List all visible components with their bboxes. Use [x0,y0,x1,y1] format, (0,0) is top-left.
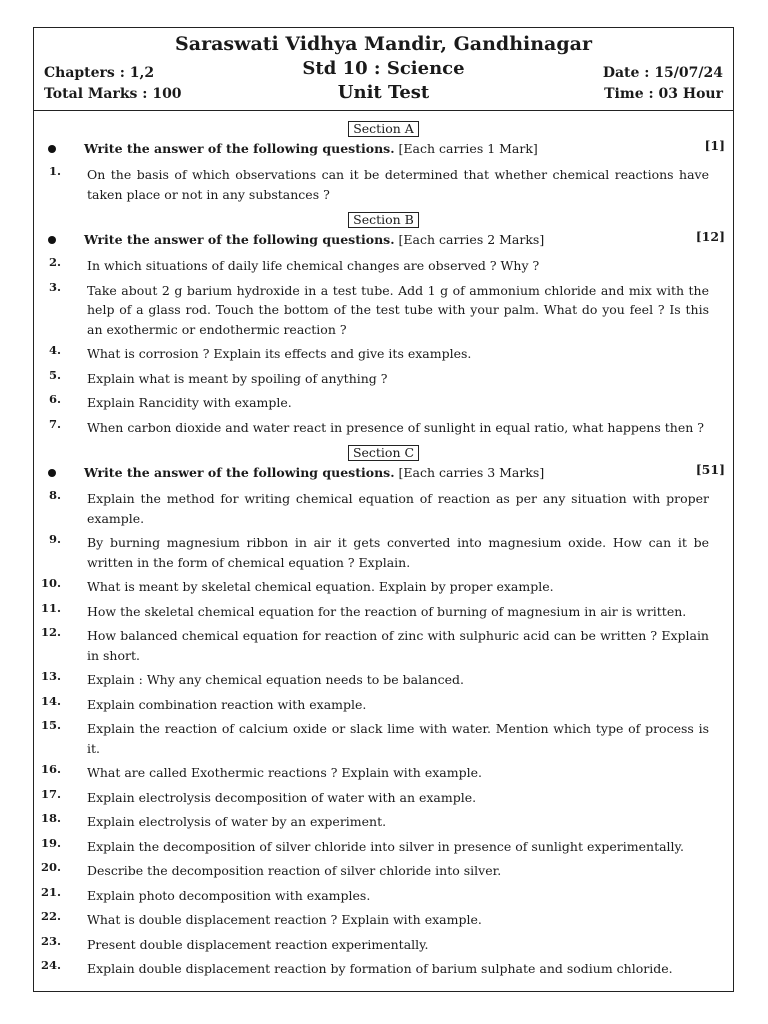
question-text: What are called Exothermic reactions ? Explain with example. [87,765,482,780]
question-number: 12. [40,625,61,639]
question-text: Take about 2 g barium hydroxide in a test tube. Add 1 g of ammonium chloride and mix with the help of a glass rod. Touch the bottom of the test tube with your palm. What do you feel ? Is this an exothermic or endothermic reaction ? [87,282,709,337]
question-text: Describe the decomposition reaction of silver chloride into silver. [87,863,502,878]
section-instruction [34,229,733,252]
question-text: Explain double displacement reaction by formation of barium sulphate and sodium chloride. [87,961,673,976]
section-title [34,209,733,225]
section-title-label: Section B [348,212,419,228]
question-text: Explain photo decomposition with examples. [87,887,371,903]
instruction-main: Write the answer of the following questions. [84,141,395,156]
instruction-marks-note: [Each carries 1 Mark] [394,141,538,156]
question-item [34,910,733,930]
question-item [34,418,733,438]
section-title-label: Section A [348,121,419,137]
test-name: Unit Test [337,82,430,103]
question-number: 15. [40,718,61,732]
chapters-info: Chapters : 1,2 [44,65,155,81]
question-text: Explain what is meant by spoiling of anything ? [87,370,388,386]
instruction-main: Write the answer of the following questions. [84,232,395,247]
instruction-text [84,232,544,248]
question-number: 10. [40,576,61,590]
question-number: 6. [48,392,61,406]
question-text: What is corrosion ? Explain its effects and give its examples. [87,346,472,361]
instruction-text [84,141,538,157]
section-marks: [1] [704,138,725,153]
question-text: When carbon dioxide and water react in presence of sunlight in equal ratio, what happens then ? [87,419,704,435]
time-info: Time : 03 Hour [604,86,723,102]
section-title [34,118,733,134]
question-text: By burning magnesium ribbon in air it gets converted into magnesium oxide. How can it be written in the form of chemical equation ? Explain. [87,535,709,570]
question-text: Explain electrolysis decomposition of water with an example. [87,789,477,805]
question-text: Explain electrolysis of water by an experiment. [87,814,387,829]
question-item [34,165,733,204]
question-item [34,763,733,783]
question-number: 11. [40,600,61,615]
section-instruction [34,138,733,161]
question-number: 5. [48,367,61,382]
question-item [34,489,733,528]
question-number: 23. [40,933,61,948]
total-marks-info: Total Marks : 100 [44,86,182,102]
section-marks: [12] [695,229,725,244]
paper-header [34,28,733,108]
question-item [34,281,733,340]
bullet-icon [48,469,56,477]
question-number: 2. [48,255,61,269]
question-number: 24. [40,958,61,972]
question-text: Explain : Why any chemical equation needs to be balanced. [87,672,464,687]
question-item [34,393,733,413]
date-info: Date : 15/07/24 [602,65,723,81]
question-number: 22. [40,909,61,923]
bullet-icon [48,145,56,153]
question-item [34,670,733,690]
question-number: 13. [40,669,61,683]
question-number: 14. [40,693,61,708]
question-number: 18. [40,811,61,825]
question-number: 4. [48,343,61,357]
question-number: 19. [40,835,61,850]
question-number: 17. [40,786,61,801]
question-number: 21. [40,884,61,899]
section-marks: [51] [695,462,725,477]
section-title [34,442,733,458]
standard-subject: Std 10 : Science [302,58,465,79]
instruction-marks-note: [Each carries 3 Marks] [394,465,545,480]
question-text: Explain combination reaction with example. [87,696,367,712]
question-item [34,369,733,389]
question-text: How balanced chemical equation for reaction of zinc with sulphuric acid can be written ? Explain in short. [87,628,709,663]
question-number: 7. [48,416,61,431]
question-text: What is double displacement reaction ? Explain with example. [87,912,482,927]
question-number: 3. [48,279,61,294]
question-item [34,935,733,955]
question-item [34,719,733,758]
header-divider [34,110,733,111]
question-item [34,695,733,715]
question-item [34,788,733,808]
question-item [34,256,733,276]
question-text: On the basis of which observations can it be determined that whether chemical reactions have taken place or not in any substances ? [87,167,709,202]
question-item [34,533,733,572]
question-paper-frame [33,27,734,992]
bullet-icon [48,236,56,244]
question-item [34,812,733,832]
question-text: In which situations of daily life chemical changes are observed ? Why ? [87,258,540,273]
question-item [34,886,733,906]
question-item [34,959,733,979]
question-text: Explain the decomposition of silver chloride into silver in presence of sunlight experimentally. [87,838,684,854]
school-name: Saraswati Vidhya Mandir, Gandhinagar [175,33,592,55]
section-title-label: Section C [348,445,419,461]
question-item [34,602,733,622]
question-item [34,861,733,881]
question-content [34,118,733,984]
question-number: 9. [48,532,61,546]
question-text: Explain the method for writing chemical equation of reaction as per any situation with proper example. [87,491,709,526]
section-instruction [34,462,733,485]
question-number: 16. [40,762,61,776]
question-text: Explain Rancidity with example. [87,395,292,410]
instruction-text [84,465,544,481]
question-text: Present double displacement reaction experimentally. [87,936,429,952]
question-item [34,577,733,597]
question-number: 8. [48,488,61,502]
question-item [34,837,733,857]
question-text: What is meant by skeletal chemical equation. Explain by proper example. [87,579,554,594]
instruction-marks-note: [Each carries 2 Marks] [394,232,545,247]
question-item [34,626,733,665]
question-number: 1. [48,164,61,178]
question-text: How the skeletal chemical equation for the reaction of burning of magnesium in air is written. [87,603,687,619]
question-text: Explain the reaction of calcium oxide or slack lime with water. Mention which type of process is it. [87,721,709,756]
question-number: 20. [40,860,61,874]
instruction-main: Write the answer of the following questions. [84,465,395,480]
question-item [34,344,733,364]
